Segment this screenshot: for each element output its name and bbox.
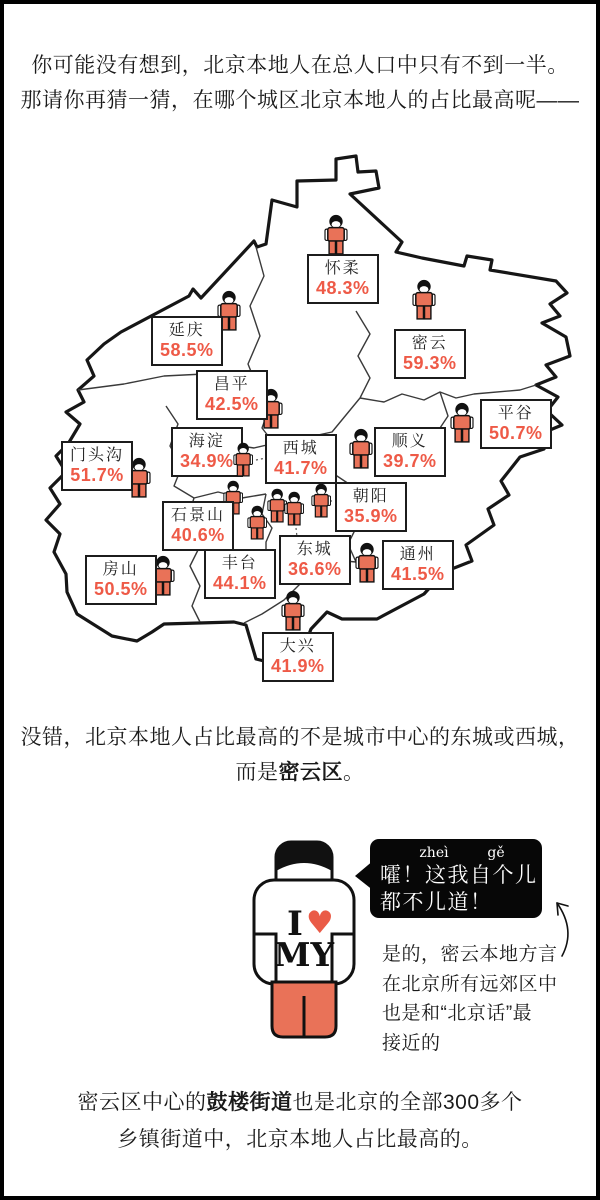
district-label <box>394 329 466 379</box>
beijing-map <box>4 144 600 704</box>
district-label <box>382 540 454 590</box>
district-label <box>162 501 234 551</box>
district-value: 41.7% <box>274 458 328 479</box>
bubble-line-1: 嚯！这我自个儿 <box>380 863 538 887</box>
conclusion-paragraph <box>4 720 596 790</box>
pinyin-ge: gě <box>487 845 505 861</box>
person-icon <box>247 505 267 540</box>
district-value: 34.9% <box>180 451 234 472</box>
footer-paragraph <box>4 1084 596 1158</box>
shirt-text-top: I♥ <box>287 904 334 944</box>
pinyin-zhei: zheì <box>419 845 449 861</box>
district-value: 48.3% <box>316 278 370 299</box>
gulou-bold: 鼓楼街道 <box>206 1091 293 1114</box>
district-value: 40.6% <box>171 525 225 546</box>
conclusion-line-2: 而是密云区。 <box>235 761 365 784</box>
district-name: 门头沟 <box>70 447 125 464</box>
district-value: 35.9% <box>344 506 398 527</box>
district-value: 41.9% <box>271 656 325 677</box>
person-icon <box>355 542 379 583</box>
person-icon <box>412 279 436 320</box>
district-name: 通州 <box>399 546 436 563</box>
bubble-line-2: 都不儿道！ <box>380 890 493 914</box>
intro-line-2: 那请你再猜一猜，在哪个城区北京本地人的占比最高呢—— <box>20 89 580 112</box>
district-label <box>151 316 223 366</box>
person-icon <box>281 590 305 631</box>
district-label <box>335 482 407 532</box>
district-value: 44.1% <box>213 573 267 594</box>
district-name: 西城 <box>282 440 319 457</box>
district-label <box>307 254 379 304</box>
person-icon <box>284 491 304 526</box>
district-label <box>204 549 276 599</box>
speech-bubble <box>355 839 542 918</box>
district-label <box>61 441 133 491</box>
district-label <box>85 555 157 605</box>
district-name: 怀柔 <box>324 260 361 277</box>
intro-line-1: 你可能没有想到，北京本地人在总人口中只有不到一半。 <box>31 54 569 77</box>
district-name: 朝阳 <box>352 488 389 505</box>
district-value: 50.7% <box>489 423 543 444</box>
district-name: 房山 <box>102 561 139 578</box>
person-icon <box>450 402 474 443</box>
district-name: 昌平 <box>213 376 250 393</box>
district-label <box>374 427 446 477</box>
district-value: 42.5% <box>205 394 259 415</box>
district-name: 密云 <box>411 335 448 352</box>
district-name: 东城 <box>296 541 333 558</box>
district-label <box>196 370 268 420</box>
district-value: 39.7% <box>383 451 437 472</box>
intro-paragraph <box>4 48 596 118</box>
person-icon <box>311 483 331 518</box>
footer-line-2: 乡镇街道中，北京本地人占比最高的。 <box>117 1128 483 1151</box>
district-value: 58.5% <box>160 340 214 361</box>
person-icon <box>349 428 373 469</box>
district-name: 石景山 <box>171 507 226 524</box>
district-label <box>265 434 337 484</box>
aside-text: 是的，密云本地方言 在北京所有远郊区中 也是和“北京话”最 接近的 <box>382 944 558 1054</box>
district-value: 50.5% <box>94 579 148 600</box>
district-value: 41.5% <box>391 564 445 585</box>
person-icon <box>233 442 253 477</box>
shirt-text-bottom: MY <box>273 935 335 974</box>
district-name: 海淀 <box>188 433 225 450</box>
district-value: 36.6% <box>288 559 342 580</box>
district-name: 顺义 <box>391 433 428 450</box>
footer-line-1: 密云区中心的鼓楼街道也是北京的全部300多个 <box>77 1091 523 1114</box>
miyun-person-illustration <box>254 842 354 1037</box>
district-name: 延庆 <box>168 322 205 339</box>
district-name: 平谷 <box>497 405 534 422</box>
district-name: 丰台 <box>221 555 258 572</box>
district-value: 51.7% <box>70 465 124 486</box>
person-icon <box>324 214 348 255</box>
district-name: 大兴 <box>279 638 316 655</box>
district-value: 59.3% <box>403 353 457 374</box>
district-label <box>171 427 243 477</box>
district-label <box>480 399 552 449</box>
conclusion-line-1: 没错，北京本地人占比最高的不是城市中心的东城或西城， <box>20 726 580 749</box>
miyun-bold: 密云区 <box>278 761 343 784</box>
district-label <box>262 632 334 682</box>
district-label <box>279 535 351 585</box>
